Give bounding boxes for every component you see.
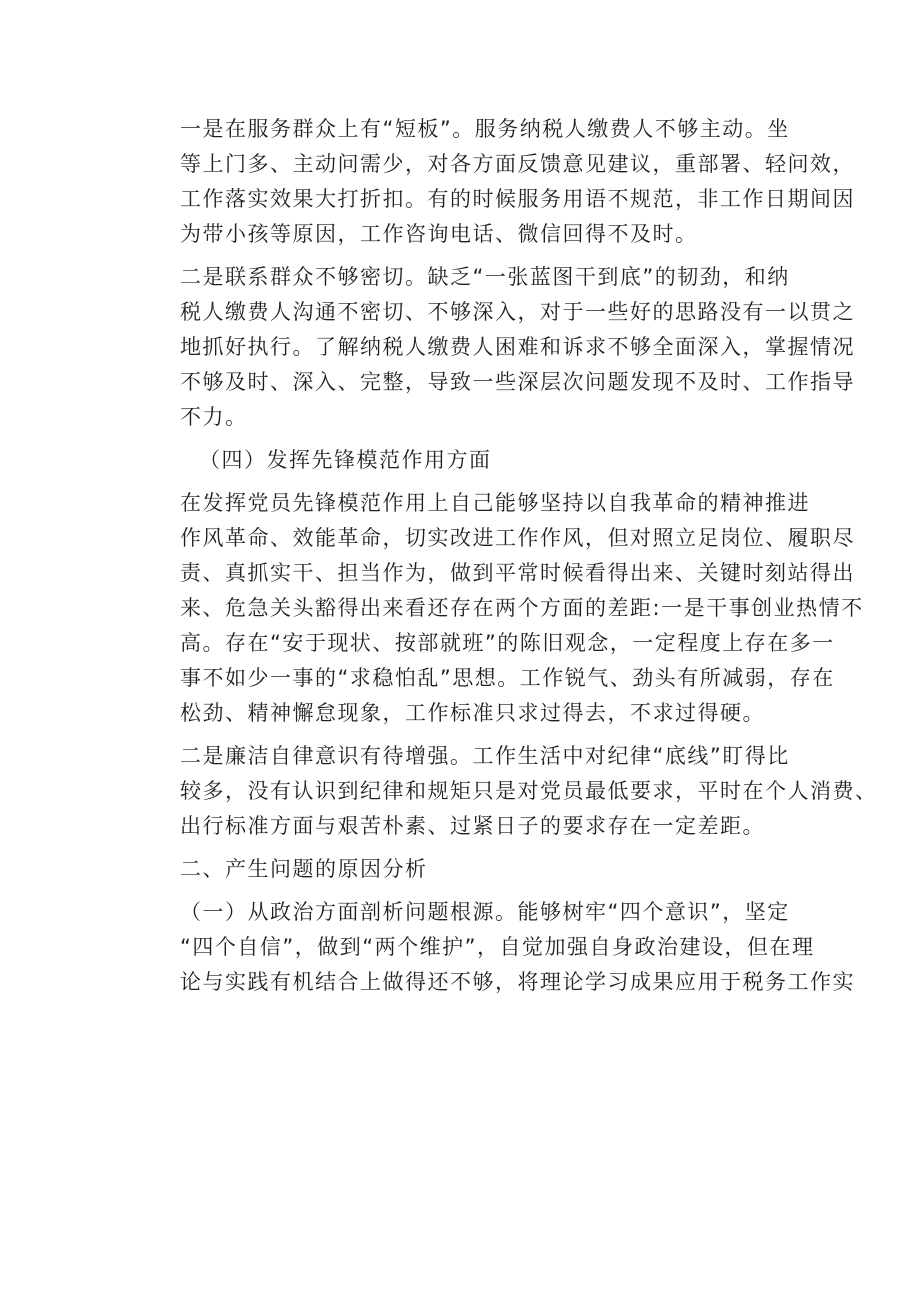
text-line: 地抓好执行。了解纳税人缴费人困难和诉求不够全面深入，掌握情况 bbox=[180, 335, 855, 359]
text-line: 不力。 bbox=[180, 405, 248, 429]
section-heading-cause-analysis bbox=[137, 852, 792, 887]
section-heading-pioneer-role bbox=[137, 443, 792, 478]
text-line: 较多，没有认识到纪律和规矩只是对党员最低要求，平时在个人消费、 bbox=[180, 779, 878, 803]
text-line: 二是联系群众不够密切。缺乏“一张蓝图干到底”的韧劲，和纳 bbox=[180, 265, 790, 289]
text-line: 税人缴费人沟通不密切、不够深入，对于一些好的思路没有一以贯之 bbox=[180, 300, 855, 324]
paragraph-contact-with-masses bbox=[137, 260, 855, 435]
text-line: 论与实践有机结合上做得还不够，将理论学习成果应用于税务工作实 bbox=[180, 970, 855, 994]
text-line: 作风革命、效能革命，切实改进工作作风，但对照立足岗位、履职尽 bbox=[180, 526, 855, 550]
heading-text: 二、产生问题的原因分析 bbox=[180, 857, 428, 881]
paragraph-political-root bbox=[137, 895, 855, 1000]
text-line: 来、危急关头豁得出来看还存在两个方面的差距:一是干事创业热情不 bbox=[180, 596, 864, 620]
text-line: 事不如少一事的“求稳怕乱”思想。工作锐气、劲头有所减弱，存在 bbox=[180, 666, 835, 690]
paragraph-integrity bbox=[137, 739, 878, 844]
text-line: 二是廉洁自律意识有待增强。工作生活中对纪律“底线”盯得比 bbox=[180, 744, 790, 768]
text-line: （一）从政治方面剖析问题根源。能够树牢“四个意识”，坚定 bbox=[180, 900, 790, 924]
text-line: 责、真抓实干、担当作为，做到平常时候看得出来、关键时刻站得出 bbox=[180, 561, 855, 585]
text-line: 在发挥党员先锋模范作用上自己能够坚持以自我革命的精神推进 bbox=[180, 491, 810, 515]
heading-text: （四）发挥先锋模范作用方面 bbox=[199, 448, 492, 472]
text-line: 松劲、精神懈怠现象，工作标准只求过得去，不求过得硬。 bbox=[180, 701, 765, 725]
text-line: 为带小孩等原因，工作咨询电话、微信回得不及时。 bbox=[180, 222, 698, 246]
text-line: 高。存在“安于现状、按部就班”的陈旧观念，一定程度上存在多一 bbox=[180, 631, 835, 655]
document-body bbox=[137, 112, 878, 1000]
paragraph-service-shortcoming bbox=[137, 112, 855, 252]
text-line: 工作落实效果大打折扣。有的时候服务用语不规范，非工作日期间因 bbox=[180, 187, 855, 211]
text-line: 出行标准方面与艰苦朴素、过紧日子的要求存在一定差距。 bbox=[180, 814, 765, 838]
paragraph-pioneer-role bbox=[137, 486, 864, 731]
text-line: 不够及时、深入、完整，导致一些深层次问题发现不及时、工作指导 bbox=[180, 370, 855, 394]
text-line: 一是在服务群众上有“短板”。服务纳税人缴费人不够主动。坐 bbox=[180, 117, 790, 141]
text-line: “四个自信”，做到“两个维护”，自觉加强自身政治建设，但在理 bbox=[180, 935, 815, 959]
text-line: 等上门多、主动问需少，对各方面反馈意见建议，重部署、轻问效， bbox=[180, 152, 855, 176]
